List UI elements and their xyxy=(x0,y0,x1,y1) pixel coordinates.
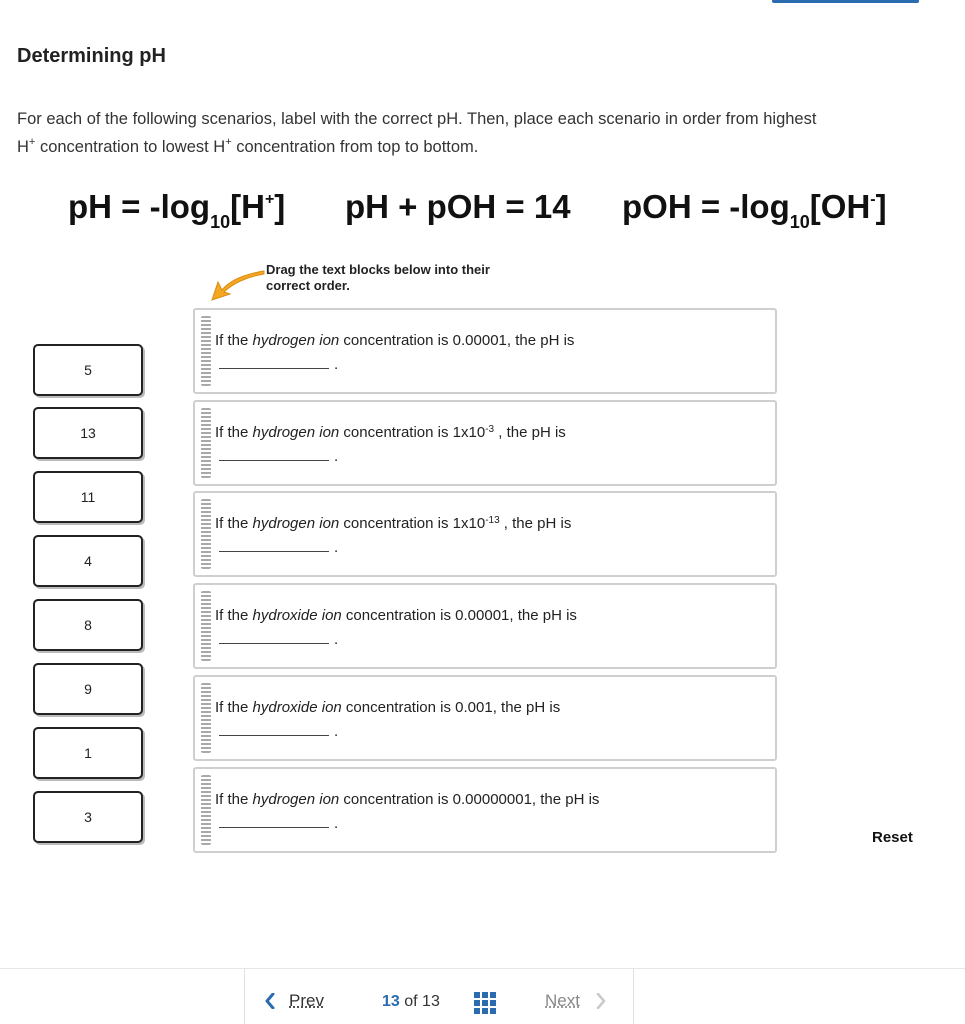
of-label: of xyxy=(404,993,418,1010)
scenario-ion: hydroxide ion xyxy=(252,607,342,624)
scenario-detail: concentration is 0.00001, the pH is xyxy=(341,607,577,624)
ph-tile[interactable]: 9 xyxy=(33,663,143,715)
drag-handle-icon[interactable] xyxy=(201,683,211,753)
scenario-text xyxy=(215,332,574,349)
formula-text: pH + pOH = 14 xyxy=(345,188,571,225)
formula-text: ] xyxy=(274,188,286,225)
ph-tile[interactable]: 11 xyxy=(33,471,143,523)
answer-blank[interactable] xyxy=(219,368,329,369)
scenario-block[interactable] xyxy=(193,308,777,394)
scenario-tail: , the pH is xyxy=(494,424,566,441)
chevron-left-icon xyxy=(265,993,275,1009)
scenario-detail: concentration is 0.00001, the pH is xyxy=(339,332,575,349)
scenario-prefix: If the xyxy=(215,332,253,349)
exponent: -13 xyxy=(485,515,500,526)
scenario-text xyxy=(215,424,566,441)
drag-handle-icon[interactable] xyxy=(201,316,211,386)
scenario-ion: hydrogen ion xyxy=(252,332,340,349)
scenario-text xyxy=(215,515,571,532)
drag-handle-icon[interactable] xyxy=(201,499,211,569)
page-title: Determining pH xyxy=(17,45,166,67)
instructions-line-2 xyxy=(17,133,937,161)
reset-button[interactable]: Reset xyxy=(872,829,913,846)
drag-hint-line-2: correct order. xyxy=(266,278,350,293)
superscript: + xyxy=(28,136,36,148)
current-page: 13 xyxy=(382,993,400,1010)
pagination-box xyxy=(244,969,634,1024)
formula-text: pH = -log xyxy=(68,188,211,225)
formula-ph xyxy=(68,188,286,232)
drag-hint-text xyxy=(266,262,490,294)
formula-ph-poh xyxy=(345,188,571,226)
scenario-text xyxy=(215,607,577,624)
scenario-prefix: If the xyxy=(215,607,253,624)
next-label: Next xyxy=(545,991,580,1010)
blank-period: . xyxy=(334,448,339,465)
pagination-footer xyxy=(0,968,965,1024)
answer-blank[interactable] xyxy=(219,551,329,552)
top-accent-bar xyxy=(772,0,919,3)
ph-tile[interactable]: 3 xyxy=(33,791,143,843)
scenario-prefix: If the xyxy=(215,424,253,441)
scenario-block[interactable] xyxy=(193,400,777,486)
formula-subscript: 10 xyxy=(789,212,810,232)
drag-hint xyxy=(210,262,530,302)
formula-text: pOH = -log xyxy=(622,188,790,225)
drag-handle-icon[interactable] xyxy=(201,591,211,661)
scenario-ion: hydrogen ion xyxy=(252,791,340,808)
blank-period: . xyxy=(334,815,339,832)
ph-tile[interactable]: 1 xyxy=(33,727,143,779)
scenario-block[interactable] xyxy=(193,491,777,577)
drag-handle-icon[interactable] xyxy=(201,775,211,845)
formula-poh xyxy=(622,188,887,232)
formula-superscript: - xyxy=(870,191,876,208)
next-button[interactable] xyxy=(545,991,606,1011)
ph-tile[interactable]: 13 xyxy=(33,407,143,459)
scenario-detail: concentration is 1x10 xyxy=(339,424,486,441)
scenario-text xyxy=(215,699,560,716)
scenario-tail: , the pH is xyxy=(499,515,572,532)
answer-blank[interactable] xyxy=(219,735,329,736)
grid-icon[interactable] xyxy=(474,992,496,1014)
curved-arrow-icon xyxy=(210,268,266,302)
formula-row xyxy=(68,188,928,236)
blank-period: . xyxy=(334,539,339,556)
superscript: + xyxy=(225,136,232,148)
instructions-text: H xyxy=(17,138,29,156)
scenario-ion: hydrogen ion xyxy=(252,424,340,441)
instructions-text: concentration to lowest H xyxy=(35,138,226,156)
formula-text: [H xyxy=(230,188,265,225)
scenario-ion: hydroxide ion xyxy=(252,699,342,716)
exponent: -3 xyxy=(485,424,495,435)
scenario-block[interactable] xyxy=(193,675,777,761)
formula-text: ] xyxy=(875,188,887,225)
chevron-right-icon xyxy=(596,993,606,1009)
instructions-text: concentration from top to bottom. xyxy=(231,138,479,156)
scenario-block[interactable] xyxy=(193,767,777,853)
drag-hint-line-1: Drag the text blocks below into their xyxy=(266,262,490,277)
page-indicator xyxy=(382,993,440,1011)
scenario-prefix: If the xyxy=(215,791,253,808)
ph-tile[interactable]: 5 xyxy=(33,344,143,396)
prev-button[interactable] xyxy=(265,991,324,1011)
scenario-text xyxy=(215,791,599,808)
ph-tile[interactable]: 8 xyxy=(33,599,143,651)
answer-blank[interactable] xyxy=(219,643,329,644)
blank-period: . xyxy=(334,723,339,740)
scenario-detail: concentration is 0.00000001, the pH is xyxy=(339,791,600,808)
scenario-detail: concentration is 0.001, the pH is xyxy=(341,699,561,716)
total-pages: 13 xyxy=(422,993,440,1010)
formula-subscript: 10 xyxy=(210,212,231,232)
instructions-line-1: For each of the following scenarios, label with the correct pH. Then, place each scenario in order from highest xyxy=(17,110,817,128)
formula-superscript: + xyxy=(264,191,275,208)
ph-tile[interactable]: 4 xyxy=(33,535,143,587)
drag-handle-icon[interactable] xyxy=(201,408,211,478)
scenario-block[interactable] xyxy=(193,583,777,669)
answer-blank[interactable] xyxy=(219,460,329,461)
scenario-ion: hydrogen ion xyxy=(252,515,340,532)
prev-label: Prev xyxy=(289,991,324,1010)
formula-text: [OH xyxy=(809,188,871,225)
blank-period: . xyxy=(334,356,339,373)
instructions xyxy=(17,105,937,161)
scenario-prefix: If the xyxy=(215,515,253,532)
answer-blank[interactable] xyxy=(219,827,329,828)
blank-period: . xyxy=(334,631,339,648)
scenario-prefix: If the xyxy=(215,699,253,716)
scenario-detail: concentration is 1x10 xyxy=(339,515,486,532)
